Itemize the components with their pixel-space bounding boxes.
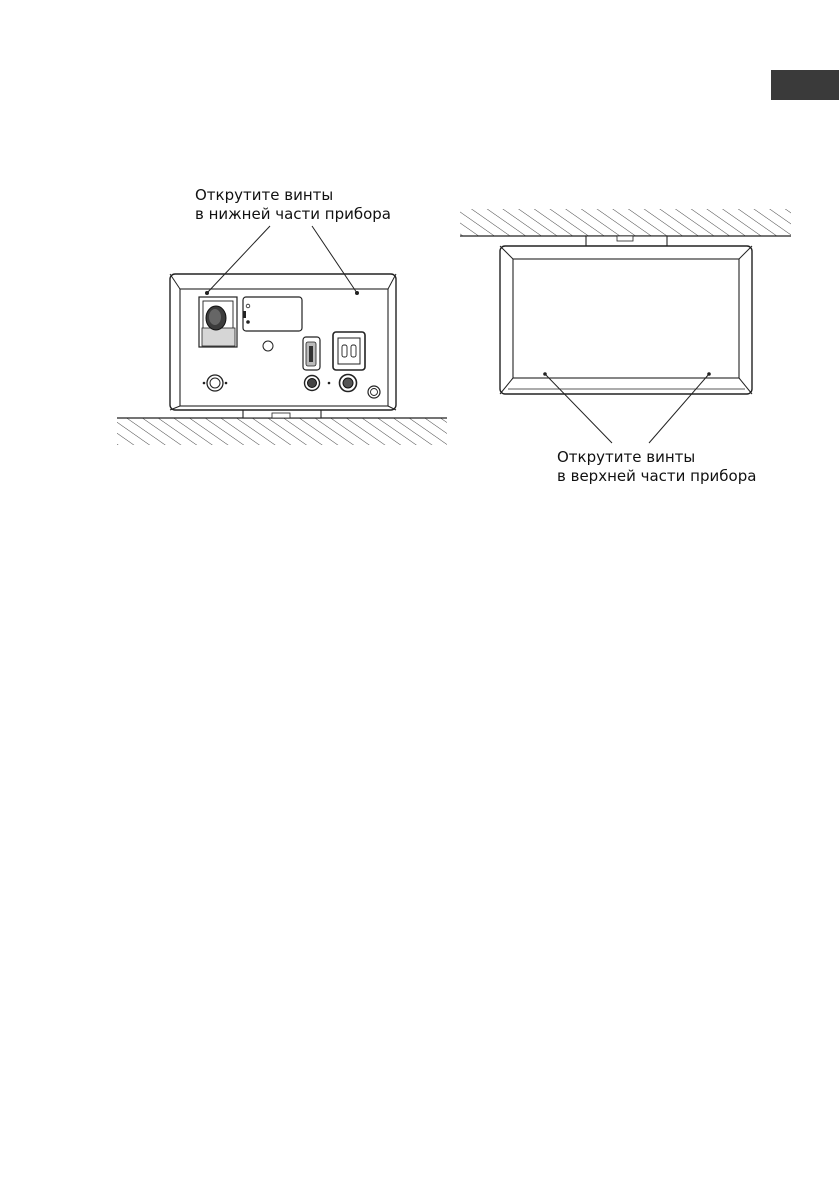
battery-cover <box>243 297 302 331</box>
caption-bottom-screws <box>195 186 391 224</box>
power-switch <box>333 332 365 370</box>
left-device-figure <box>117 226 447 445</box>
round-knob <box>368 386 380 398</box>
caption-line-1: Открутите винты <box>557 448 696 466</box>
compartment-panel <box>199 297 237 347</box>
power-connector <box>303 337 320 370</box>
right-device-figure <box>460 209 791 443</box>
ceiling-hatch <box>460 209 791 236</box>
caption-line-2: в верхней части прибора <box>557 467 757 485</box>
indicator-hole <box>263 341 273 351</box>
caption-top-screws <box>557 448 756 486</box>
caption-line-2: в нижней части прибора <box>195 205 392 223</box>
audio-jack-right <box>340 375 357 392</box>
caption-line-1: Открутите винты <box>195 186 334 204</box>
device-top-inner <box>513 259 739 378</box>
floor-hatch <box>117 418 447 445</box>
